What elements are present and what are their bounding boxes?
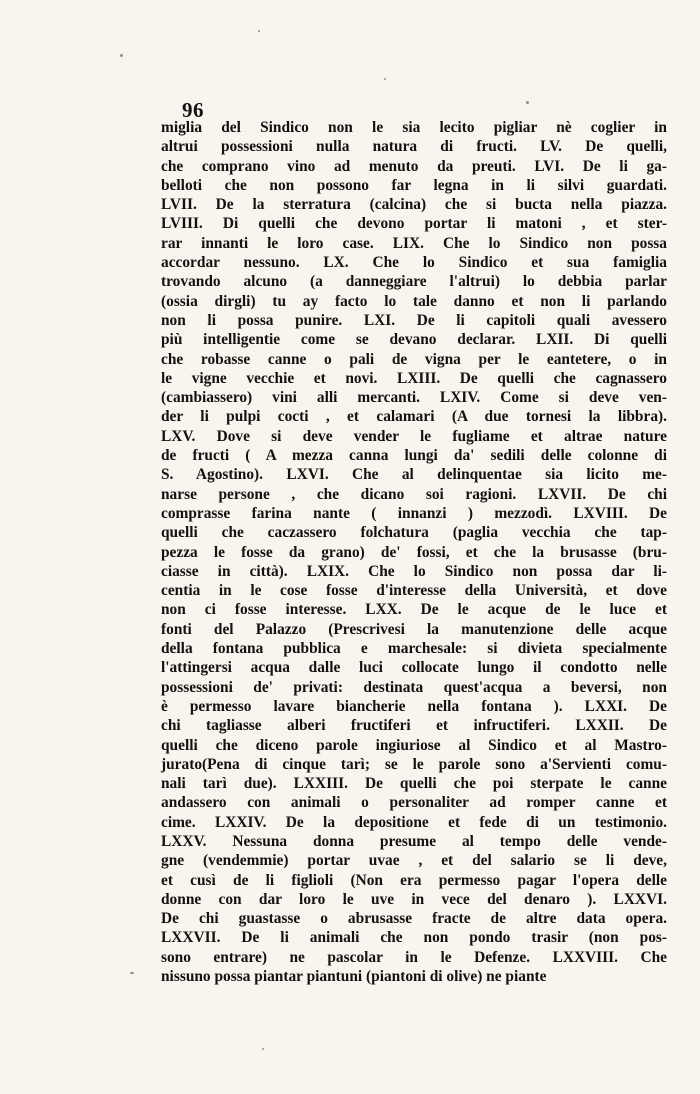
scan-speck (384, 78, 386, 80)
text-line: andassero con animali o personaliter ad romper canne et (161, 794, 667, 812)
text-line: rar innanti le loro case. LIX. Che lo Sindico non possa (161, 234, 667, 252)
text-line: (ossia dirgli) tu ay facto lo tale danno et non li parlando (161, 292, 667, 310)
text-line: nissuno possa piantar piantuni (piantoni di olive) ne piante (161, 968, 547, 986)
text-line: LXXV. Nessuna donna presume al tempo delle vende- (161, 832, 667, 850)
text-line: non ci fosse interesse. LXX. De le acque de le luce et (161, 601, 667, 619)
text-line: altrui possessioni nulla natura di fructi. LV. De quelli, (161, 138, 667, 156)
page-number: 96 (182, 98, 204, 122)
text-line: comprasse farina nante ( innanzi ) mezzodì. LXVIII. De (161, 504, 667, 522)
body-text (161, 118, 667, 986)
text-line: sono entrare) ne pascolar in le Defenze. LXXVIII. Che (161, 948, 667, 966)
text-line: narse persone , che dicano soi ragioni. LXVII. De chi (161, 485, 667, 503)
text-line: LVII. De la sterratura (calcina) che si bucta nella piazza. (161, 196, 667, 214)
text-line: è permesso lavare biancherie nella fontana ). LXXI. De (161, 697, 667, 715)
scan-speck (130, 972, 134, 974)
text-line: der li pulpi cocti , et calamari (A due tornesi la libbra). (161, 408, 667, 426)
text-line: cime. LXXIV. De la depositione et fede di un testimonio. (161, 813, 667, 831)
text-line: S. Agostino). LXVI. Che al delinquentae sia licito me- (161, 466, 667, 484)
text-line: della fontana pubblica e marchesale: si divieta specialmente (161, 640, 667, 658)
text-line: più intelligentie come se devano declarar. LXII. Di quelli (161, 331, 667, 349)
text-line: jurato(Pena di cinque tarì; se le parole sono a'Servienti comu- (161, 755, 667, 773)
text-line: nali tarì due). LXXIII. De quelli che poi sterpate le canne (161, 775, 667, 793)
text-line: De chi guastasse o abrusasse fracte de altre data opera. (161, 910, 667, 928)
scan-speck (258, 30, 260, 32)
text-line: che robasse canne o pali de vigna per le eantetere, o in (161, 350, 667, 368)
text-line: possessioni de' privati: destinata quest'acqua a beversi, non (161, 678, 667, 696)
text-line: l'attingersi acqua dalle luci collocate lungo il condotto nelle (161, 659, 667, 677)
text-line: miglia del Sindico non le sia lecito pigliar nè coglier in (161, 119, 667, 136)
text-line: LXV. Dove si deve vender le fugliame et altrae nature (161, 427, 667, 445)
text-line: LVIII. Di quelli che devono portar li matoni , et ster- (161, 215, 667, 233)
text-line: che comprano vino ad menuto da preuti. LVI. De li ga- (161, 157, 667, 175)
text-line: LXXVII. De li animali che non pondo trasir (non pos- (161, 929, 667, 947)
scan-speck (526, 101, 529, 104)
text-line: accordar nessuno. LX. Che lo Sindico et sua famiglia (161, 254, 667, 272)
scan-speck (120, 54, 123, 57)
text-line: donne con dar loro le uve in vece del denaro ). LXXVI. (161, 890, 667, 908)
text-line: le vigne vecchie et novi. LXIII. De quelli che cagnassero (161, 369, 667, 387)
text-line: et cusì de li figlioli (Non era permesso pagar l'opera delle (161, 871, 667, 889)
text-line: non li possa punire. LXI. De li capitoli quali avessero (161, 311, 667, 329)
text-line: chi tagliasse alberi fructiferi et infructiferi. LXXII. De (161, 717, 667, 735)
text-line: belloti che non possono far legna in li silvi guardati. (161, 176, 667, 194)
text-line: pezza le fosse da grano) de' fossi, et che la brusasse (bru- (161, 543, 667, 561)
text-line: ciasse in città). LXIX. Che lo Sindico non possa dar li- (161, 562, 667, 580)
text-line: (cambiassero) vini alli mercanti. LXIV. Come si deve ven- (161, 389, 667, 407)
text-line: de fructi ( A mezza canna lungi da' sedili delle colonne di (161, 447, 667, 465)
text-line: trovando alcuno (a danneggiare l'altrui) lo debbia parlar (161, 273, 667, 291)
text-line: quelli che diceno parole ingiuriose al Sindico et al Mastro- (161, 736, 667, 754)
text-line: fonti del Palazzo (Prescrivesi la manutenzione delle acque (161, 620, 667, 638)
text-line: quelli che caczassero folchatura (paglia vecchia che tap- (161, 524, 667, 542)
text-line: gne (vendemmie) portar uvae , et del salario se li deve, (161, 852, 667, 870)
scan-speck (262, 1048, 264, 1050)
text-line: centia in le cose fosse d'interesse della Università, et dove (161, 582, 667, 600)
